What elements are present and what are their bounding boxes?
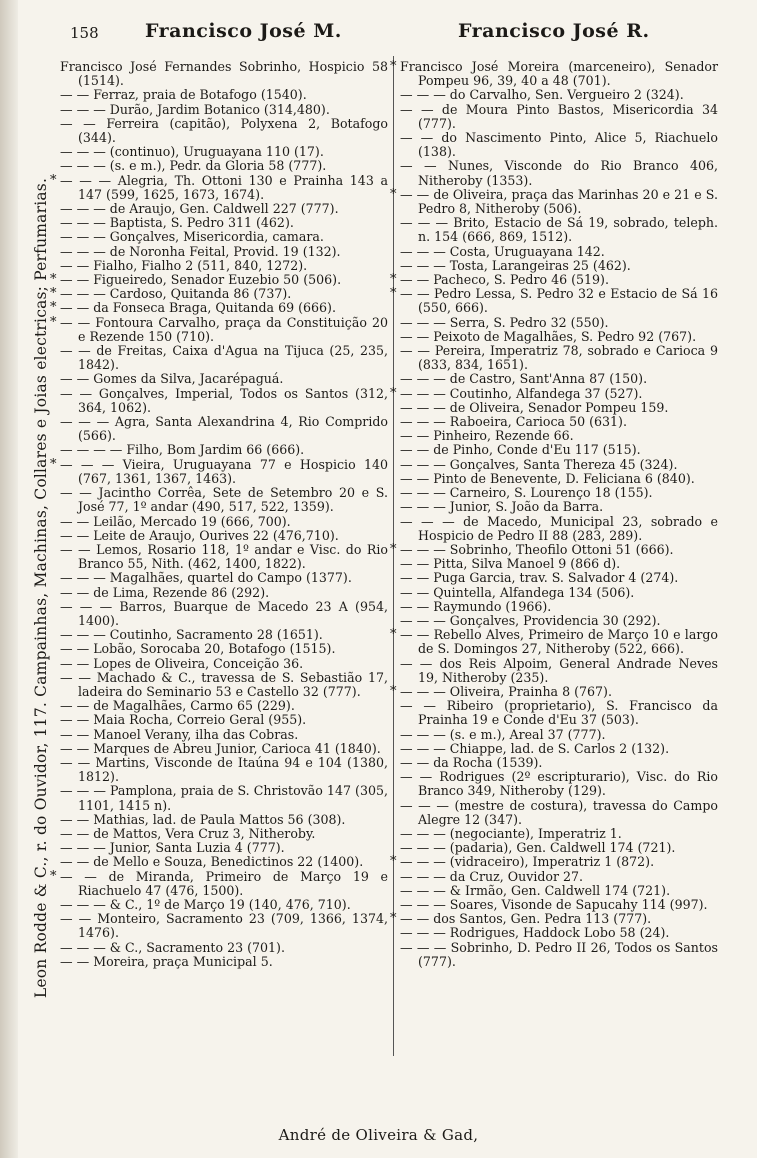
directory-entry <box>60 245 388 259</box>
entry-text: — — — Soares, Visonde de Sapucahy 114 (997). <box>400 896 708 912</box>
entry-text: — — — Junior, Santa Luzia 4 (777). <box>60 840 285 856</box>
entry-text: — — — Tosta, Larangeiras 25 (462). <box>400 257 631 273</box>
entry-text: — — Manoel Verany, ilha das Cobras. <box>60 726 299 742</box>
entry-text: — — Pinheiro, Rezende 66. <box>400 428 574 444</box>
directory-entry <box>60 202 388 216</box>
entry-text: — — Pereira, Imperatriz 78, sobrado e Carioca 9 (833, 834, 1651). <box>400 343 718 373</box>
directory-entry <box>60 600 388 628</box>
directory-entry <box>60 671 388 699</box>
directory-entry <box>400 415 718 429</box>
left-column <box>50 59 388 969</box>
directory-entry <box>400 799 718 827</box>
directory-entry <box>400 614 718 628</box>
entry-text: — — — Costa, Uruguayana 142. <box>400 243 605 259</box>
directory-entry <box>60 756 388 784</box>
entry-text: — — — Gonçalves, Providencia 30 (292). <box>400 612 661 628</box>
entry-text: — — — (padaria), Gen. Caldwell 174 (721). <box>400 840 676 856</box>
directory-entry <box>400 486 718 500</box>
entry-text: — — — de Oliveira, Senador Pompeu 159. <box>400 399 669 415</box>
directory-entry <box>400 742 718 756</box>
entry-text: — — — & Irmão, Gen. Caldwell 174 (721). <box>400 882 671 898</box>
page-footer: André de Oliveira & Gad, <box>278 1126 479 1144</box>
asterisk-marker: * <box>390 186 397 202</box>
entry-text: — — de Mattos, Vera Cruz 3, Nitheroby. <box>60 825 316 841</box>
entry-text: — — — Baptista, S. Pedro 311 (462). <box>60 215 294 231</box>
entry-text: — — Peixoto de Magalhães, S. Pedro 92 (767). <box>400 328 697 344</box>
entry-text: — — Rodrigues (2º escripturario), Visc. do Rio Branco 349, Nitheroby (129). <box>400 769 718 799</box>
directory-entry <box>60 344 388 372</box>
directory-entry <box>400 259 718 273</box>
directory-entry <box>60 841 388 855</box>
entry-text: — — Gonçalves, Imperial, Todos os Santos (312, 364, 1062). <box>60 385 388 415</box>
directory-entry <box>60 784 388 812</box>
asterisk-marker: * <box>390 385 397 401</box>
entry-text: — — — (s. e m.), Areal 37 (777). <box>400 726 606 742</box>
directory-entry <box>60 372 388 386</box>
entry-text: — — — de Castro, Sant'Anna 87 (150). <box>400 371 648 387</box>
entry-text: — — — de Noronha Feital, Provid. 19 (132). <box>60 243 341 259</box>
entry-text: — — — Gonçalves, Santa Thereza 45 (324). <box>400 456 678 472</box>
entry-text: — — Marques de Abreu Junior, Carioca 41 (1840). <box>60 740 381 756</box>
directory-entry <box>50 314 388 344</box>
page-header <box>0 20 757 50</box>
directory-entry <box>50 456 388 486</box>
entry-text: — — Gomes da Silva, Jacarépaguá. <box>60 371 284 387</box>
entry-text: — — — Coutinho, Alfandega 37 (527). <box>400 385 643 401</box>
entry-text: — — de Pinho, Conde d'Eu 117 (515). <box>400 442 641 458</box>
entry-text: — — — do Carvalho, Sen. Vergueiro 2 (324). <box>400 87 684 103</box>
directory-entry <box>60 742 388 756</box>
directory-entry <box>400 103 718 131</box>
entry-text: — — dos Santos, Gen. Pedra 113 (777). <box>400 911 652 927</box>
directory-entry <box>60 103 388 117</box>
directory-entry <box>60 159 388 173</box>
directory-entry <box>60 60 388 88</box>
directory-entry <box>50 286 388 302</box>
entry-text: — — Pinto de Benevente, D. Feliciana 6 (840). <box>400 470 695 486</box>
entry-text: — — da Fonseca Braga, Quitanda 69 (666). <box>60 300 336 316</box>
directory-entry <box>60 586 388 600</box>
directory-entry <box>60 216 388 230</box>
entry-text: — — Pacheco, S. Pedro 46 (519). <box>400 272 609 288</box>
directory-entry <box>400 443 718 457</box>
entry-text: — — Leite de Araujo, Ourives 22 (476,710). <box>60 527 339 543</box>
entry-text: — — Pitta, Silva Manoel 9 (866 d). <box>400 556 621 572</box>
directory-entry <box>390 627 718 657</box>
entry-text: — — de Moura Pinto Bastos, Misericordia 34 (777). <box>400 101 718 131</box>
directory-entry <box>60 898 388 912</box>
directory-entry <box>400 884 718 898</box>
directory-entry <box>60 699 388 713</box>
entry-text: — — — Alegria, Th. Ottoni 130 e Prainha 143 a 147 (599, 1625, 1673, 1674). <box>60 172 388 202</box>
directory-entry <box>60 728 388 742</box>
directory-entry <box>390 385 718 401</box>
directory-entry <box>60 941 388 955</box>
asterisk-marker: * <box>390 683 397 699</box>
directory-entry <box>60 912 388 940</box>
side-advertisement <box>26 118 56 1058</box>
directory-entry <box>60 529 388 543</box>
entry-text: — — — Sobrinho, D. Pedro II 26, Todos os Santos (777). <box>400 939 718 969</box>
entry-text: — — Jacintho Corrêa, Sete de Setembro 20 e S. José 77, 1º andar (490, 517, 522, 1359). <box>60 485 388 515</box>
entry-text: — — da Rocha (1539). <box>400 754 543 770</box>
asterisk-marker: * <box>390 59 397 74</box>
entry-text: — — — da Cruz, Ouvidor 27. <box>400 868 584 884</box>
entry-text: — — — de Araujo, Gen. Caldwell 227 (777). <box>60 201 339 217</box>
directory-entry <box>400 330 718 344</box>
asterisk-marker: * <box>390 272 397 288</box>
directory-entry <box>390 683 718 699</box>
directory-entry <box>50 868 388 898</box>
entry-text: — — de Mello e Souza, Benedictinos 22 (1400). <box>60 854 364 870</box>
asterisk-marker: * <box>390 541 397 557</box>
entry-text: — — de Magalhães, Carmo 65 (229). <box>60 698 295 714</box>
entry-text: — — Moreira, praça Municipal 5. <box>60 953 273 969</box>
directory-entry <box>390 854 718 870</box>
directory-entry <box>60 628 388 642</box>
entry-text: — — Machado & C., travessa de S. Sebastião 17, ladeira do Seminario 53 e Castello 32 (777). <box>60 669 388 699</box>
asterisk-marker: * <box>50 456 57 472</box>
page-number: 158 <box>70 24 99 42</box>
entry-text: — — — (s. e m.), Pedr. da Gloria 58 (777). <box>60 158 327 174</box>
directory-entry <box>400 429 718 443</box>
entry-text: — — — (negociante), Imperatriz 1. <box>400 825 622 841</box>
directory-entry <box>50 172 388 202</box>
entry-text: — — — — Filho, Bom Jardim 66 (666). <box>60 442 305 458</box>
directory-entry <box>60 387 388 415</box>
directory-entry <box>60 230 388 244</box>
directory-entry <box>400 586 718 600</box>
entry-text: — — Pedro Lessa, S. Pedro 32 e Estacio de Sá 16 (550, 666). <box>400 286 718 316</box>
entry-text: — — Mathias, lad. de Paula Mattos 56 (308). <box>60 811 346 827</box>
entry-text: — — — Raboeira, Carioca 50 (631). <box>400 414 627 430</box>
directory-entry <box>400 657 718 685</box>
directory-entry <box>60 415 388 443</box>
directory-entry <box>60 813 388 827</box>
entry-text: — — Fialho, Fialho 2 (511, 840, 1272). <box>60 257 308 273</box>
directory-entry <box>60 713 388 727</box>
asterisk-marker: * <box>50 172 57 188</box>
directory-entry <box>60 657 388 671</box>
directory-entry <box>60 145 388 159</box>
directory-entry <box>400 600 718 614</box>
entry-text: — — — Brito, Estacio de Sá 19, sobrado, teleph. n. 154 (666, 869, 1512). <box>400 215 718 245</box>
directory-entry <box>390 911 718 927</box>
entry-text: — — Ribeiro (proprietario), S. Francisco da Prainha 19 e Conde d'Eu 37 (503). <box>400 698 718 728</box>
entry-text: — — — de Macedo, Municipal 23, sobrado e Hospicio de Pedro II 88 (283, 289). <box>400 513 718 543</box>
directory-entry <box>400 131 718 159</box>
entry-text: — — — Oliveira, Prainha 8 (767). <box>400 683 612 699</box>
directory-entry <box>400 159 718 187</box>
entry-text: — — — Serra, S. Pedro 32 (550). <box>400 314 609 330</box>
entry-text: — — — Gonçalves, Misericordia, camara. <box>60 229 324 245</box>
directory-entry <box>400 557 718 571</box>
directory-entry <box>60 117 388 145</box>
entry-text: — — — Chiappe, lad. de S. Carlos 2 (132). <box>400 740 670 756</box>
entry-text: — — Rebello Alves, Primeiro de Março 10 e largo de S. Domingos 27, Nitheroby (522, 666). <box>400 627 718 657</box>
directory-entry <box>400 245 718 259</box>
entry-text: — — Lemos, Rosario 118, 1º andar e Visc. do Rio Branco 55, Nith. (462, 1400, 1822). <box>60 541 388 572</box>
entry-text: — — — Junior, S. João da Barra. <box>400 499 604 515</box>
right-column <box>390 59 718 969</box>
header-right-title: Francisco José R. <box>458 20 650 42</box>
directory-entry <box>400 472 718 486</box>
entry-text: — — — Pamplona, praia de S. Christovão 147 (305, 1101, 1415 n). <box>60 783 388 813</box>
directory-entry <box>400 500 718 514</box>
entry-text: — — do Nascimento Pinto, Alice 5, Riachuelo (138). <box>400 130 718 160</box>
asterisk-marker: * <box>390 854 397 870</box>
directory-entry <box>60 259 388 273</box>
entry-text: — — — (continuo), Uruguayana 110 (17). <box>60 144 324 160</box>
asterisk-marker: * <box>50 286 57 302</box>
entry-text: — — de Oliveira, praça das Marinhas 20 e 21 e S. Pedro 8, Nitheroby (506). <box>400 186 718 217</box>
side-advertisement-text: Leon Rodde & C., r. do Ouvidor, 117. Campainhas, Machinas, Collares e Joias electricas; Perfumarias. <box>32 177 50 999</box>
entry-text: — — Fontoura Carvalho, praça da Constituição 20 e Rezende 150 (710). <box>60 314 388 344</box>
directory-entry <box>400 515 718 543</box>
directory-entry <box>400 316 718 330</box>
directory-entry <box>400 372 718 386</box>
entry-text: — — — Agra, Santa Alexandrina 4, Rio Comprido (566). <box>60 414 388 444</box>
entry-text: — — Lopes de Oliveira, Conceição 36. <box>60 655 304 671</box>
directory-entry <box>400 841 718 855</box>
directory-entry <box>390 59 718 89</box>
entry-text: — — de Lima, Rezende 86 (292). <box>60 584 270 600</box>
entry-text: — — — Rodrigues, Haddock Lobo 58 (24). <box>400 925 670 941</box>
directory-entry <box>400 728 718 742</box>
page-binding-edge <box>0 0 18 1158</box>
entry-text: — — Nunes, Visconde do Rio Branco 406, Nitheroby (1353). <box>400 158 718 188</box>
directory-entry <box>60 486 388 514</box>
directory-entry <box>60 443 388 457</box>
directory-entry <box>400 756 718 770</box>
entry-text: — — Martins, Visconde de Itaúna 94 e 104 (1380, 1812). <box>60 754 388 785</box>
entry-text: — — — Cardoso, Quitanda 86 (737). <box>60 286 292 302</box>
directory-entry <box>400 401 718 415</box>
asterisk-marker: * <box>50 272 57 288</box>
entry-text: — — de Miranda, Primeiro de Março 19 e Riachuelo 47 (476, 1500). <box>60 868 388 898</box>
entry-text: — — Monteiro, Sacramento 23 (709, 1366, 1374, 1476). <box>60 911 388 941</box>
entry-text: — — de Freitas, Caixa d'Agua na Tijuca (25, 235, 1842). <box>60 343 388 373</box>
entry-text: — — — Coutinho, Sacramento 28 (1651). <box>60 627 323 643</box>
directory-entry <box>60 88 388 102</box>
entry-text: — — Puga Garcia, trav. S. Salvador 4 (274). <box>400 570 679 586</box>
directory-entry <box>400 216 718 244</box>
header-left-title: Francisco José M. <box>145 20 342 42</box>
directory-entry <box>390 272 718 288</box>
directory-entry <box>400 344 718 372</box>
asterisk-marker: * <box>50 314 57 330</box>
directory-entry <box>400 88 718 102</box>
asterisk-marker: * <box>50 300 57 316</box>
directory-entry <box>50 272 388 288</box>
directory-entry <box>60 855 388 869</box>
entry-text: — — Ferraz, praia de Botafogo (1540). <box>60 87 307 103</box>
entry-text: — — — Sobrinho, Theofilo Ottoni 51 (666). <box>400 541 674 557</box>
asterisk-marker: * <box>390 911 397 927</box>
directory-entry <box>60 955 388 969</box>
asterisk-marker: * <box>390 286 397 302</box>
entry-text: — — Figueiredo, Senador Euzebio 50 (506). <box>60 272 342 288</box>
directory-entry <box>60 515 388 529</box>
entry-text: — — — & C., Sacramento 23 (701). <box>60 939 285 955</box>
directory-entry <box>400 941 718 969</box>
directory-entry <box>60 642 388 656</box>
asterisk-marker: * <box>50 868 57 884</box>
directory-entry <box>390 286 718 316</box>
entry-text: — — — Carneiro, S. Lourenço 18 (155). <box>400 485 653 501</box>
directory-entry <box>400 827 718 841</box>
entry-text: — — — Durão, Jardim Botanico (314,480). <box>60 101 330 117</box>
directory-entry <box>400 770 718 798</box>
directory-entry <box>400 926 718 940</box>
entry-text: — — — Barros, Buarque de Macedo 23 A (954, 1400). <box>60 598 388 628</box>
directory-entry <box>60 571 388 585</box>
entry-text: — — Quintella, Alfandega 134 (506). <box>400 584 635 600</box>
directory-entry <box>390 541 718 557</box>
entry-text: — — — (vidraceiro), Imperatriz 1 (872). <box>400 854 655 870</box>
entry-text: — — Lobão, Sorocaba 20, Botafogo (1515). <box>60 641 336 657</box>
entry-text: — — — & C., 1º de Março 19 (140, 476, 710). <box>60 896 351 912</box>
directory-entry <box>50 300 388 316</box>
directory-entry <box>400 571 718 585</box>
entry-text: — — — (mestre de costura), travessa do Campo Alegre 12 (347). <box>400 797 718 827</box>
entry-text: Francisco José Fernandes Sobrinho, Hospicio 58 (1514). <box>60 59 388 89</box>
directory-entry <box>400 699 718 727</box>
entry-text: — — — Vieira, Uruguayana 77 e Hospicio 140 (767, 1361, 1367, 1463). <box>60 456 388 486</box>
entry-text: — — Maia Rocha, Correio Geral (955). <box>60 712 307 728</box>
directory-entry <box>390 186 718 217</box>
entry-text: — — Raymundo (1966). <box>400 598 552 614</box>
directory-entry <box>400 898 718 912</box>
entry-text: — — dos Reis Alpoim, General Andrade Neves 19, Nitheroby (235). <box>400 655 718 685</box>
directory-entry <box>60 827 388 841</box>
directory-entry <box>400 870 718 884</box>
entry-text: — — Leilão, Mercado 19 (666, 700). <box>60 513 291 529</box>
directory-entry <box>60 543 388 571</box>
entry-text: Francisco José Moreira (marceneiro), Senador Pompeu 96, 39, 40 a 48 (701). <box>400 59 718 89</box>
entry-text: — — Ferreira (capitão), Polyxena 2, Botafogo (344). <box>60 115 388 146</box>
directory-entry <box>400 458 718 472</box>
asterisk-marker: * <box>390 627 397 643</box>
entry-text: — — — Magalhães, quartel do Campo (1377). <box>60 570 352 586</box>
